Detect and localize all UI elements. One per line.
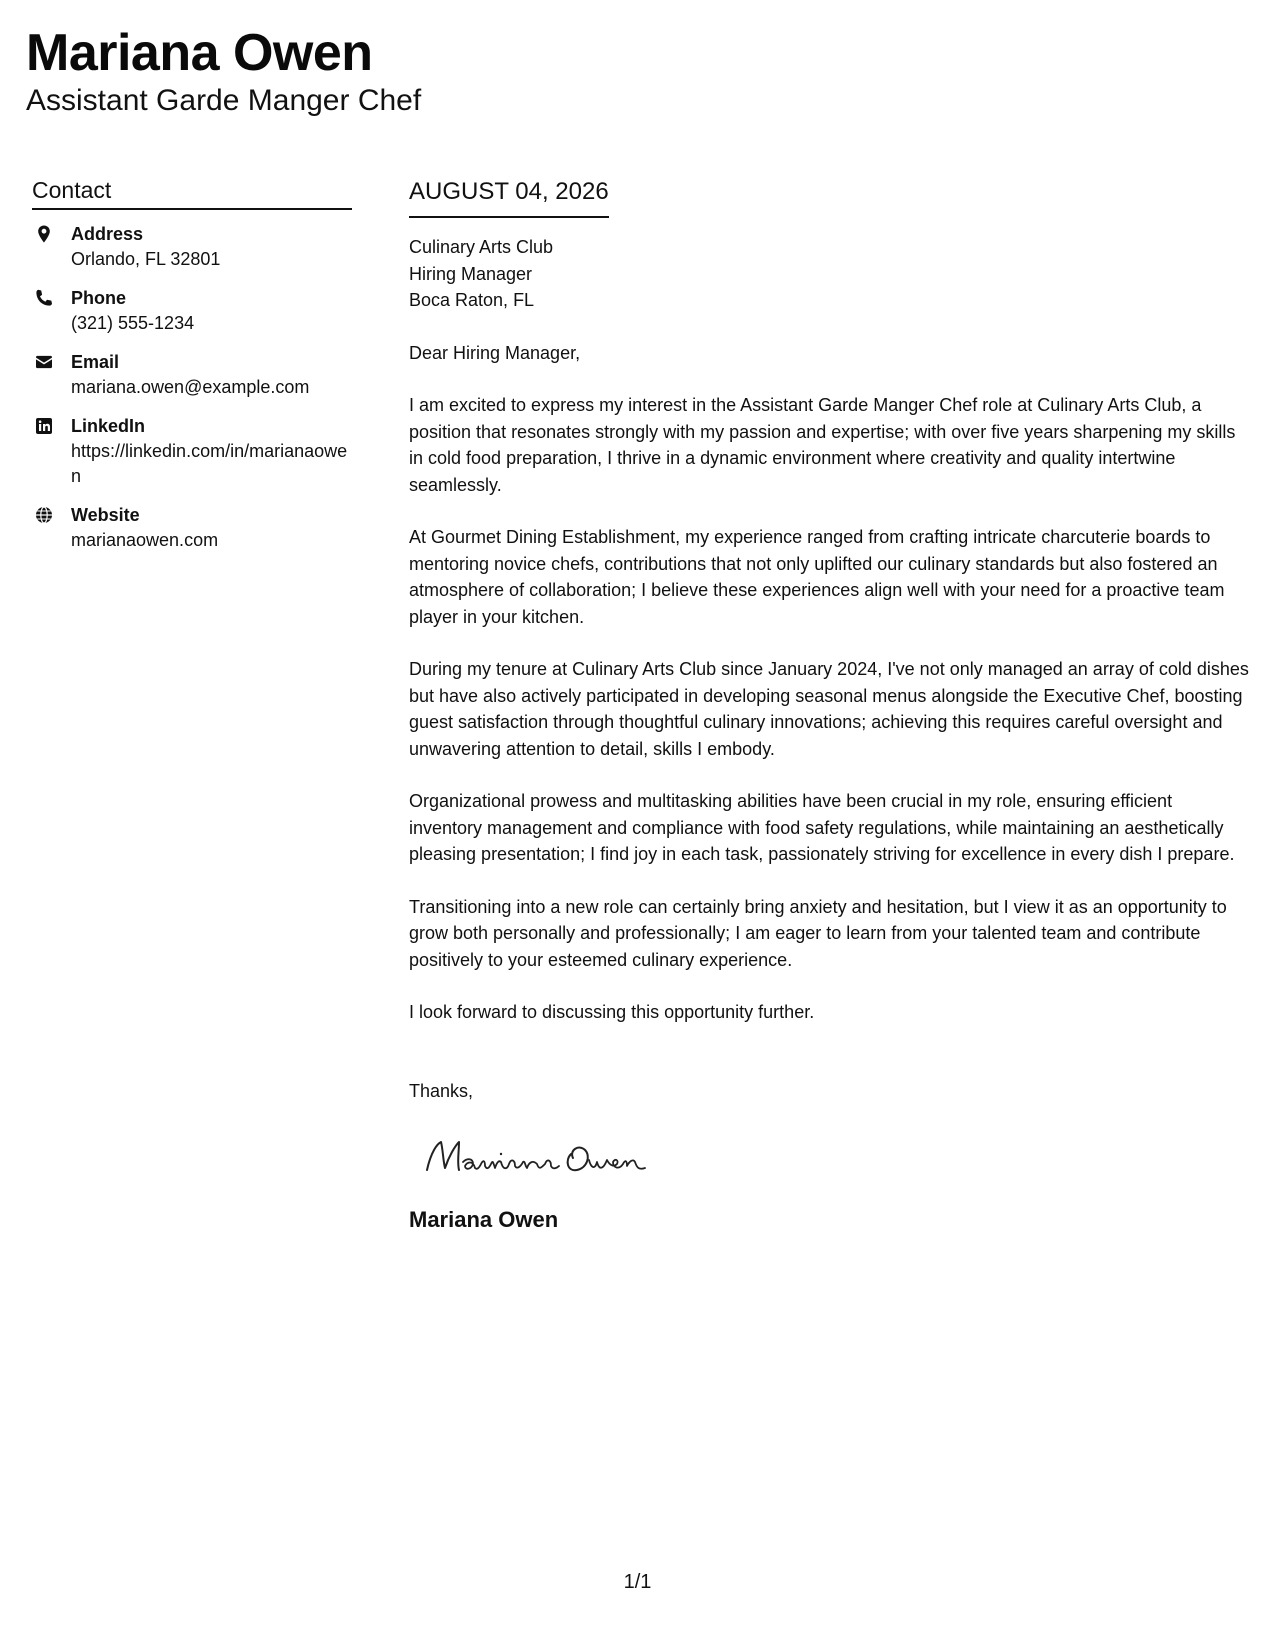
- recipient-company: Culinary Arts Club: [409, 237, 554, 257]
- globe-icon: [34, 505, 54, 525]
- contact-value: (321) 555-1234: [71, 313, 195, 333]
- linkedin-icon: [34, 416, 54, 436]
- contact-label: Phone: [71, 288, 127, 308]
- page-number: 1/1: [623, 1571, 652, 1593]
- letter-paragraph: I am excited to express my interest in the Assistant Garde Manger Chef role at Culinary Arts Club, a position that resonates strongly with my passion and expertise; with over five years sharpening my skills in cold food preparation, I thrive in a dynamic environment where creativity and quality intertwine seamlessly.: [409, 395, 1236, 495]
- contact-email: [32, 350, 352, 400]
- letter-paragraph: At Gourmet Dining Establishment, my experience ranged from crafting intricate charcuterie boards to mentoring novice chefs, contributions that not only uplifted our culinary standards but also fostered an atmosphere of collaboration; I believe these experiences align well with your need for a proactive team player in your kitchen.: [409, 527, 1225, 627]
- contact-label: Website: [71, 505, 140, 525]
- salutation: Dear Hiring Manager,: [409, 342, 581, 363]
- recipient-title: Hiring Manager: [409, 263, 533, 284]
- contact-value: marianaowen.com: [71, 530, 219, 550]
- contact-linkedin: [32, 414, 352, 489]
- cover-letter: [409, 176, 1249, 1234]
- recipient-location: Boca Raton, FL: [409, 290, 535, 310]
- handwritten-signature: [421, 1130, 1249, 1186]
- contact-label: LinkedIn: [71, 416, 146, 436]
- candidate-role: Assistant Garde Manger Chef: [26, 84, 422, 117]
- contact-sidebar: [32, 176, 352, 567]
- map-pin-icon: [34, 224, 54, 244]
- closing: Thanks,: [409, 1080, 474, 1101]
- phone-icon: [34, 288, 54, 308]
- contact-value: mariana.owen@example.com: [71, 377, 310, 397]
- letter-paragraph: During my tenure at Culinary Arts Club since January 2024, I've not only managed an array of cold dishes but have also actively participated in developing seasonal menus alongside the Executive Chef, boosting guest satisfaction through thoughtful culinary innovations; achieving this requires careful oversight and unwavering attention to detail, skills I embody.: [409, 659, 1249, 759]
- contact-value: https://linkedin.com/in/marianaowen: [71, 441, 348, 486]
- contact-address: [32, 222, 352, 272]
- contact-phone: [32, 286, 352, 336]
- candidate-name: Mariana Owen: [26, 24, 373, 82]
- contact-website: [32, 503, 352, 553]
- signature-name: Mariana Owen: [409, 1207, 559, 1232]
- letter-paragraph: I look forward to discussing this opportunity further.: [409, 1002, 815, 1022]
- contact-label: Email: [71, 352, 120, 372]
- letter-paragraph: Organizational prowess and multitasking abilities have been crucial in my role, ensuring efficient inventory management and compliance with food safety regulations, while maintaining an aesthetically pleasing presentation; I find joy in each task, passionately striving for excellence in every dish I prepare.: [409, 791, 1235, 864]
- contact-value: Orlando, FL 32801: [71, 249, 221, 269]
- recipient-block: [409, 234, 1249, 314]
- letter-paragraph: Transitioning into a new role can certainly bring anxiety and hesitation, but I view it as an opportunity to grow both personally and professionally; I am eager to learn from your talented team and contribute positively to your esteemed culinary experience.: [409, 896, 1227, 970]
- envelope-icon: [34, 352, 54, 372]
- contact-heading: Contact: [32, 176, 352, 210]
- letter-date: AUGUST 04, 2026: [409, 176, 609, 218]
- contact-label: Address: [71, 224, 144, 244]
